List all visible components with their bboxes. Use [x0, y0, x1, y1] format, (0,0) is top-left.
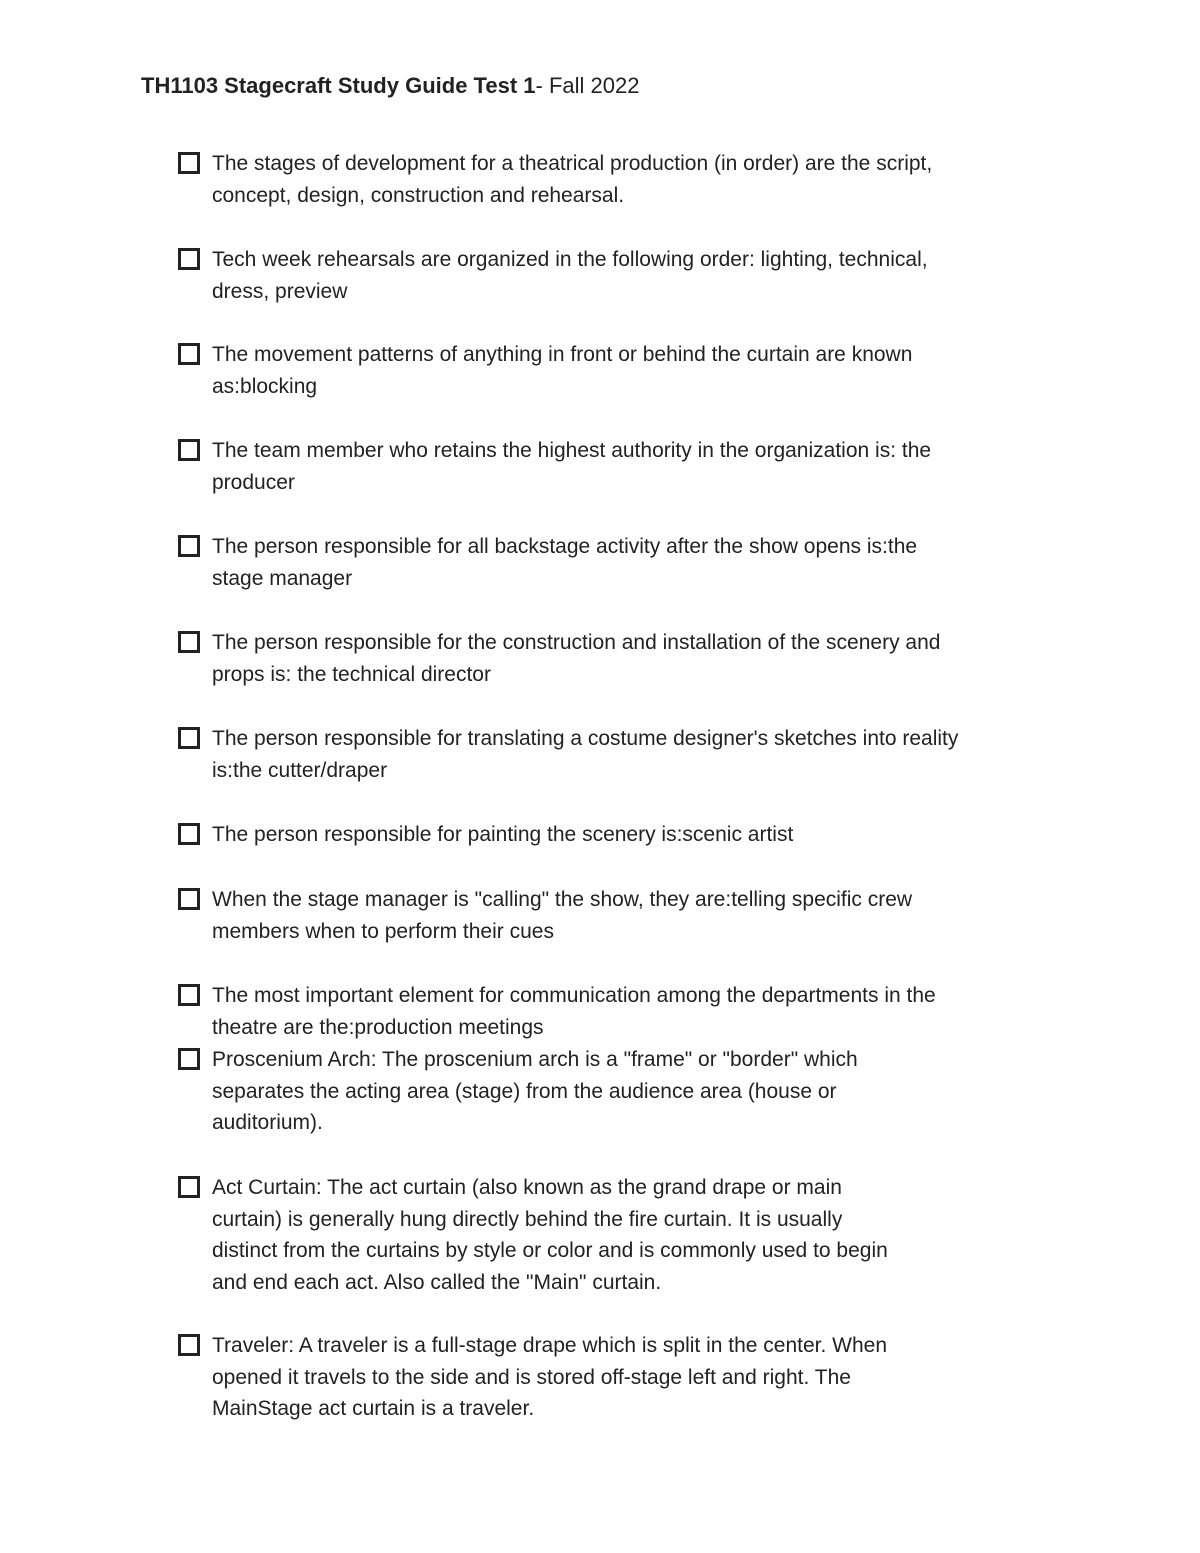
checklist-item-text: When the stage manager is "calling" the show, they are:telling specific crew members when to perform their cues: [212, 888, 913, 943]
checklist-item: [178, 1172, 1078, 1298]
checklist-item-text: The person responsible for translating a costume designer's sketches into reality is:the cutter/draper: [212, 727, 959, 782]
checklist-item-text: Proscenium Arch: The proscenium arch is a "frame" or "border" which separates the acting area (stage) from the audience area (house or auditorium).: [212, 1048, 858, 1134]
checklist-item: [178, 1044, 1078, 1139]
checkbox-icon[interactable]: [178, 248, 200, 270]
checkbox-icon[interactable]: [178, 984, 200, 1006]
checklist-item: [178, 980, 1078, 1043]
checklist-item: [178, 1330, 1078, 1425]
checklist-item: [178, 244, 1078, 307]
document-title-term: - Fall 2022: [535, 73, 640, 98]
checklist-item-text: The movement patterns of anything in front or behind the curtain are known as:blocking: [212, 343, 913, 398]
checklist-item: [178, 339, 1078, 402]
checklist-item: [178, 884, 1078, 947]
checklist-item: [178, 531, 1078, 594]
checklist-item-text: The person responsible for painting the scenery is:scenic artist: [212, 823, 794, 846]
checkbox-icon[interactable]: [178, 439, 200, 461]
checkbox-icon[interactable]: [178, 823, 200, 845]
document-title: [141, 70, 639, 102]
checkbox-icon[interactable]: [178, 152, 200, 174]
checklist-item-text: The most important element for communication among the departments in the theatre are the:production meetings: [212, 984, 936, 1039]
document-title-bold: TH1103 Stagecraft Study Guide Test 1: [141, 73, 536, 98]
checklist-item-text: Tech week rehearsals are organized in the following order: lighting, technical, dress, preview: [212, 248, 928, 303]
checkbox-icon[interactable]: [178, 343, 200, 365]
checklist-item: [178, 148, 1078, 211]
checkbox-icon[interactable]: [178, 888, 200, 910]
checkbox-icon[interactable]: [178, 1334, 200, 1356]
checklist-item: [178, 723, 1078, 786]
checklist-item-text: The person responsible for all backstage activity after the show opens is:the stage manager: [212, 535, 918, 590]
checklist-item-text: Act Curtain: The act curtain (also known as the grand drape or main curtain) is generally hung directly behind the fire curtain. It is usually distinct from the curtains by style or color and is commonly used to begin and end each act. Also called the "Main" curtain.: [212, 1176, 888, 1294]
checkbox-icon[interactable]: [178, 1048, 200, 1070]
checklist-item-text: Traveler: A traveler is a full-stage drape which is split in the center. When opened it travels to the side and is stored off-stage left and right. The MainStage act curtain is a traveler.: [212, 1334, 888, 1420]
checklist-item-text: The stages of development for a theatrical production (in order) are the script, concept, design, construction and rehearsal.: [212, 152, 933, 207]
checkbox-icon[interactable]: [178, 1176, 200, 1198]
checkbox-icon[interactable]: [178, 727, 200, 749]
checklist-item: [178, 627, 1078, 690]
checklist-item: [178, 435, 1078, 498]
checkbox-icon[interactable]: [178, 631, 200, 653]
checkbox-icon[interactable]: [178, 535, 200, 557]
checklist-item: [178, 819, 1078, 851]
checklist-item-text: The person responsible for the construction and installation of the scenery and props is: the technical director: [212, 631, 941, 686]
checklist-item-text: The team member who retains the highest authority in the organization is: the producer: [212, 439, 932, 494]
